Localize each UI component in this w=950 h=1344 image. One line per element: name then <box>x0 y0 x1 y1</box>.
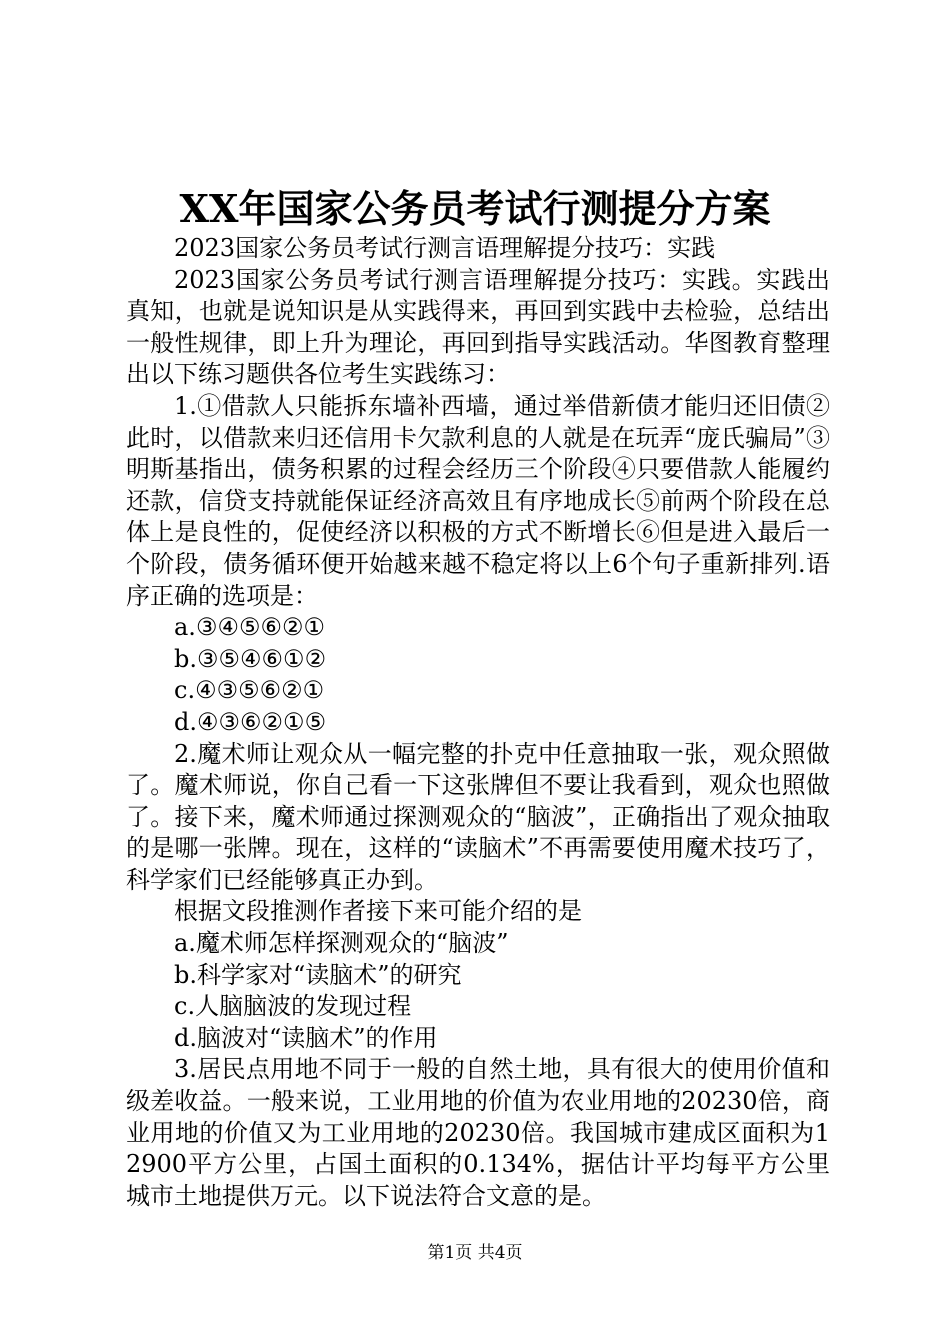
question-2-option-b: b.科学家对“读脑术”的研究 <box>174 960 462 989</box>
subtitle-paragraph: 2023国家公务员考试行测言语理解提分技巧：实践 <box>174 234 716 262</box>
question-1-stem: 1.①借款人只能拆东墙补西墙，通过举借新债才能归还旧债②此时，以借款来归还信用卡欠款利息的人就是在玩弄“庞氏骗局”③明斯基指出，债务积累的过程会经历三个阶段④只要借款人能履约还款，信贷支持就能保证经济高效且有序地成长⑤前两个阶段在总体上是良性的，促使经济以积极的方式不断增长⑥但是进入最后一个阶段，债务循环便开始越来越不稳定将以上6个句子重新排列.语序正确的选项是： <box>126 391 830 610</box>
page-footer: 第1页 共4页 <box>427 1243 523 1263</box>
question-2-option-c: c.人脑脑波的发现过程 <box>174 992 412 1021</box>
question-2-stem: 2.魔术师让观众从一幅完整的扑克中任意抽取一张，观众照做了。魔术师说，你自己看一下这张牌但不要让我看到，观众也照做了。接下来，魔术师通过探测观众的“脑波”，正确指出了观众抽取的是哪一张牌。现在，这样的“读脑术”不再需要使用魔术技巧了，科学家们已经能够真正办到。 <box>126 739 830 894</box>
document-body <box>126 233 830 1212</box>
question-1-option-d: d.④③⑥②①⑤ <box>174 707 327 736</box>
question-1-option-c: c.④③⑤⑥②① <box>174 676 325 705</box>
document-title: XX年国家公务员考试行测提分方案 <box>179 186 771 231</box>
question-1-option-b: b.③⑤④⑥①② <box>174 644 327 673</box>
question-2-prompt: 根据文段推测作者接下来可能介绍的是 <box>174 897 582 926</box>
question-2-option-a: a.魔术师怎样探测观众的“脑波” <box>174 929 509 958</box>
question-2-option-d: d.脑波对“读脑术”的作用 <box>174 1023 438 1052</box>
intro-paragraph: 2023国家公务员考试行测言语理解提分技巧：实践。实践出真知，也就是说知识是从实践得来，再回到实践中去检验，总结出一般性规律，即上升为理论，再回到指导实践活动。华图教育整理出以下练习题供各位考生实践练习： <box>126 265 830 389</box>
question-3-stem: 3.居民点用地不同于一般的自然土地，具有很大的使用价值和级差收益。一般来说，工业用地的价值为农业用地的20230倍，商业用地的价值又为工业用地的20230倍。我国城市建成区面积为12900平方公里，占国土面积的0.134%，据估计平均每平方公里城市土地提供万元。以下说法符合文意的是。 <box>126 1055 830 1210</box>
question-1-option-a: a.③④⑤⑥②① <box>174 613 326 642</box>
